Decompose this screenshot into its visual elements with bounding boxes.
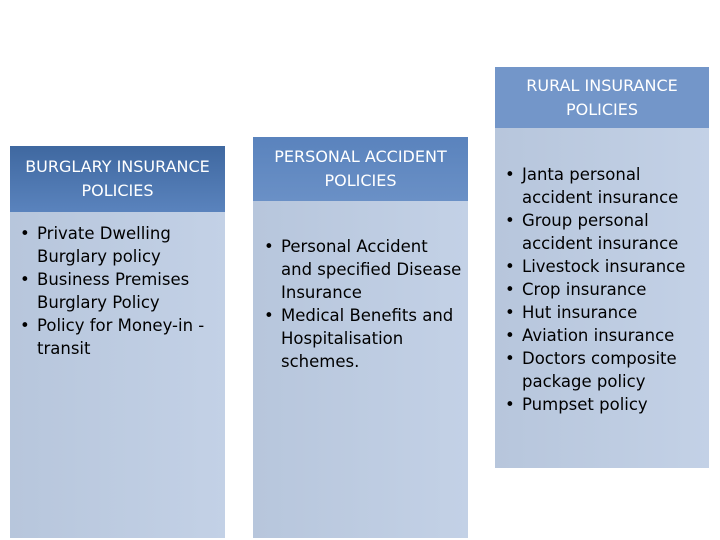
list-item: • Pumpset policy xyxy=(505,395,648,414)
bullet-icon: • xyxy=(505,303,515,322)
bullet-icon: • xyxy=(505,211,515,230)
burglary-policies-panel xyxy=(10,212,225,538)
bullet-icon: • xyxy=(505,395,515,414)
bullet-icon: • xyxy=(505,349,515,368)
list-item: • Medical Benefits and Hospitalisation schemes. xyxy=(264,306,454,371)
list-item: • Private Dwelling Burglary policy xyxy=(20,224,171,266)
burglary-policies-header xyxy=(10,146,225,212)
bullet-icon: • xyxy=(20,316,30,335)
burglary-policies-title: BURGLARY INSURANCE POLICIES xyxy=(25,157,210,200)
list-item: • Doctors composite package policy xyxy=(505,349,677,391)
list-item: • Livestock insurance xyxy=(505,257,686,276)
personal-accident-policies-header xyxy=(253,137,468,201)
personal-accident-policies-title: PERSONAL ACCIDENT POLICIES xyxy=(274,147,447,190)
burglary-policies-list xyxy=(20,222,220,360)
bullet-icon: • xyxy=(264,306,274,325)
list-item: • Hut insurance xyxy=(505,303,638,322)
list-item: • Crop insurance xyxy=(505,280,647,299)
list-item: • Group personal accident insurance xyxy=(505,211,679,253)
bullet-icon: • xyxy=(20,224,30,243)
list-item: • Aviation insurance xyxy=(505,326,675,345)
personal-accident-policies-list xyxy=(264,235,462,373)
list-item: • Janta personal accident insurance xyxy=(505,165,679,207)
list-item: • Personal Accident and specified Disease Insurance xyxy=(264,237,462,302)
bullet-icon: • xyxy=(264,237,274,256)
list-item: • Business Premises Burglary Policy xyxy=(20,270,190,312)
bullet-icon: • xyxy=(505,257,515,276)
rural-insurance-policies-header xyxy=(495,67,709,128)
rural-insurance-policies-list xyxy=(505,163,705,416)
bullet-icon: • xyxy=(505,165,515,184)
personal-accident-policies-panel xyxy=(253,201,468,538)
rural-insurance-policies-panel xyxy=(495,128,709,468)
bullet-icon: • xyxy=(505,326,515,345)
rural-insurance-policies-title: RURAL INSURANCE POLICIES xyxy=(526,75,678,119)
list-item: • Policy for Money-in -transit xyxy=(20,316,205,358)
bullet-icon: • xyxy=(20,270,30,289)
bullet-icon: • xyxy=(505,280,515,299)
